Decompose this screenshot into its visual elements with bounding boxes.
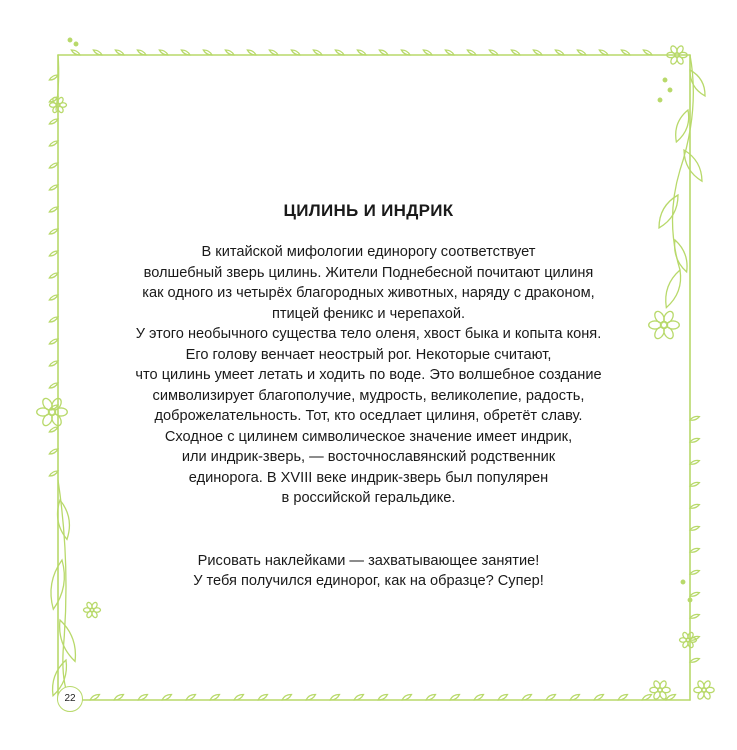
leaf-icon	[49, 361, 58, 366]
leaf-icon	[690, 438, 699, 442]
leaf-icon	[49, 273, 58, 278]
leaf-icon	[60, 620, 76, 661]
flower-icon	[84, 602, 101, 619]
leaf-icon	[234, 694, 244, 700]
text-line: В китайской мифологии единорогу соответствует	[201, 244, 536, 260]
flower-icon	[649, 310, 680, 341]
berry-icon	[658, 98, 662, 102]
leaf-icon	[546, 694, 556, 700]
text-line: Сходное с цилинем символическое значение имеет индрик,	[164, 428, 573, 445]
leaf-icon	[162, 694, 172, 700]
leaf-icon	[690, 526, 699, 530]
text-line: что цилинь умеет летать и ходить по воде. Это волшебное создание	[135, 367, 602, 383]
leaf-icon	[690, 592, 699, 596]
leaf-icon	[49, 119, 58, 124]
leaf-icon	[49, 383, 58, 388]
leaf-icon	[49, 449, 58, 454]
leaf-icon	[675, 240, 687, 272]
leaf-icon	[659, 195, 678, 228]
leaf-icon	[49, 295, 58, 300]
leaf-icon	[186, 694, 196, 700]
berry-icon	[68, 38, 72, 42]
leaf-icon	[49, 317, 58, 322]
leaf-icon	[666, 270, 681, 308]
leaf-icon	[210, 694, 220, 700]
text-line: У тебя получился единорог, как на образце? Супер!	[193, 573, 544, 589]
leaf-icon	[498, 694, 508, 700]
berry-icon	[663, 78, 667, 82]
text-line: как одного из четырёх благородных животных, наряду с драконом,	[142, 285, 595, 301]
leaf-icon	[49, 141, 58, 146]
leaf-icon	[690, 482, 699, 486]
leaf-icon	[49, 75, 58, 80]
leaf-icon	[690, 614, 699, 618]
leaf-icon	[282, 694, 292, 700]
leaf-icon	[690, 416, 699, 420]
leaf-icon	[49, 339, 58, 344]
text-line: в российской геральдике.	[281, 490, 456, 506]
text-line: или индрик-зверь, — восточнославянский родственник	[181, 449, 556, 465]
text-line: У этого необычного существа тело оленя, хвост быка и копыта коня.	[135, 326, 602, 342]
leaf-icon	[676, 110, 689, 142]
leaf-icon	[666, 694, 676, 700]
text-line: волшебный зверь цилинь. Жители Поднебесной почитают цилиня	[143, 264, 594, 281]
leaf-icon	[258, 694, 268, 700]
leaf-icon	[474, 694, 484, 700]
flower-icon	[37, 397, 68, 428]
text-line: Его голову венчает неострый рог. Некоторые считают,	[185, 346, 552, 363]
leaf-icon	[378, 694, 388, 700]
flower-icon	[694, 680, 714, 700]
leaf-icon	[49, 229, 58, 234]
leaf-icon	[330, 694, 340, 700]
leaf-icon	[49, 163, 58, 168]
text-line: символизирует благополучие, мудрость, великолепие, радость,	[152, 387, 585, 404]
leaf-icon	[138, 694, 148, 700]
leaf-icon	[684, 150, 702, 181]
leaf-icon	[49, 207, 58, 212]
leaf-icon	[642, 694, 652, 700]
leaf-icon	[49, 251, 58, 256]
berry-icon	[681, 580, 685, 584]
leaf-icon	[306, 694, 316, 700]
leaf-icon	[426, 694, 436, 700]
leaf-icon	[49, 471, 58, 476]
text-line: птицей феникс и черепахой.	[271, 305, 466, 322]
body-paragraph	[100, 242, 637, 509]
leaf-icon	[570, 694, 580, 700]
text-line: Рисовать наклейками — захватывающее занятие!	[197, 552, 540, 569]
page-title: ЦИЛИНЬ И ИНДРИК	[283, 201, 454, 220]
leaf-icon	[690, 548, 699, 552]
flower-icon	[650, 680, 670, 700]
page-number: 22	[57, 686, 83, 712]
text-block	[100, 200, 637, 592]
leaf-icon	[49, 185, 58, 190]
leaf-icon	[402, 694, 412, 700]
berry-icon	[688, 598, 692, 602]
leaf-icon	[522, 694, 532, 700]
leaf-icon	[49, 427, 58, 432]
leaf-icon	[690, 460, 699, 464]
leaf-icon	[690, 658, 699, 662]
leaf-icon	[618, 694, 628, 700]
berry-icon	[74, 42, 78, 46]
berry-icon	[668, 88, 672, 92]
leaf-icon	[690, 504, 699, 508]
leaf-icon	[594, 694, 604, 700]
leaf-icon	[690, 570, 699, 574]
closing-paragraph	[100, 551, 637, 592]
text-line: доброжелательность. Тот, кто оседлает цилиня, обретёт славу.	[154, 408, 583, 424]
leaf-icon	[450, 694, 460, 700]
text-line: единорога. В XVIII веке индрик-зверь был популярен	[188, 469, 549, 486]
leaf-icon	[354, 694, 364, 700]
leaf-icon	[90, 694, 100, 700]
leaf-icon	[114, 694, 124, 700]
